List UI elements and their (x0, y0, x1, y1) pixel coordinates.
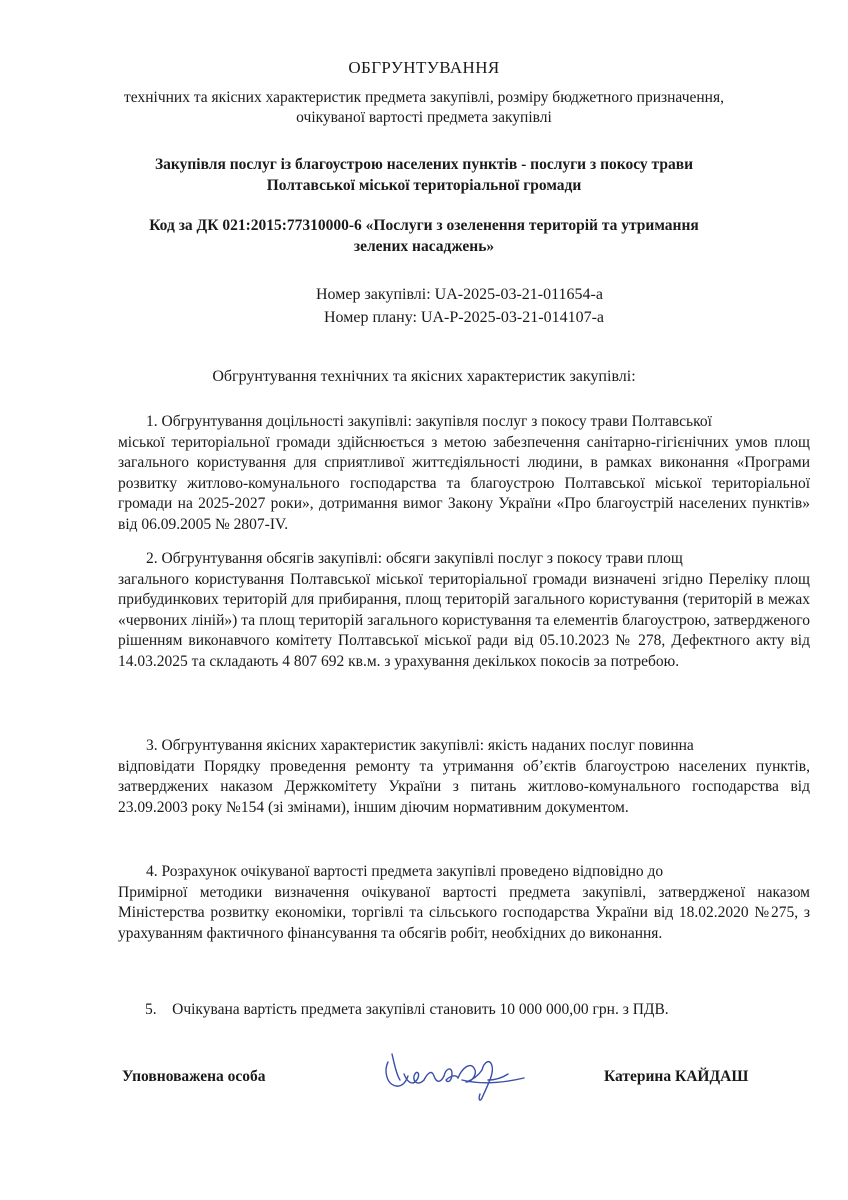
item-3-first-line: 3. Обгрунтування якісних характеристик закупівлі: якість наданих послуг повинна (146, 737, 694, 754)
justification-item-3 (118, 736, 810, 818)
procurement-number: Номер закупівлі: UA-2025-03-21-011654-a (316, 286, 603, 303)
justification-item-5: 5. Очікувана вартість предмета закупівлі становить 10 000 000,00 грн. з ПДВ. (145, 1001, 669, 1018)
dk-code-line-1: Код за ДК 021:2015:77310000-6 «Послуги з озеленення територій та утримання (149, 217, 699, 234)
justification-item-4 (118, 862, 810, 944)
subtitle-line-1: технічних та якісних характеристик предмета закупівлі, розміру бюджетного призначення, (124, 89, 724, 106)
signatory-role: Уповноважена особа (122, 1068, 266, 1085)
item-3-body: відповідати Порядку проведення ремонту та утримання об’єктів благоустрою населених пунктів, затверджених наказом Держкомітету України з питань житлово-комунального господарства від 23.09.2003 року №154 (зі змінами), іншим діючим нормативним документом. (118, 757, 810, 816)
procurement-name-line-1: Закупівля послуг із благоустрою населених пунктів - послуги з покосу трави (154, 156, 694, 173)
item-1-first-line: 1. Обгрунтування доцільності закупівлі: закупівля послуг з покосу трави Полтавської (146, 413, 712, 430)
procurement-name-line-2: Полтавської міської територіальної громади (266, 177, 582, 194)
document-subtitle (0, 88, 848, 128)
subtitle-line-2: очікуваної вартості предмета закупівлі (296, 109, 552, 126)
handwritten-signature (378, 1040, 528, 1110)
dk-code-line-2: зелених насаджень» (353, 238, 495, 255)
item-2-first-line: 2. Обгрунтування обсягів закупівлі: обсяги закупівлі послуг з покосу трави площ (146, 550, 683, 567)
document-title: ОБГРУНТУВАННЯ (348, 58, 500, 77)
item-1-body: міської територіальної громади здійснюється з метою забезпечення санітарно-гігієнічних умов площ загального користування для сприятливої життєдіяльності людини, в рамках виконання «Програми розвитку житлово-комунального господарства та благоустрою Полтавської міської територіальної громади на 2025-2027 роки», дотримання вимог Закону України «Про благоустрій населених пунктів» від 06.09.2005 № 2807-IV. (118, 433, 810, 533)
dk-code (0, 215, 848, 257)
justification-item-2 (118, 549, 810, 672)
section-heading: Обгрунтування технічних та якісних характеристик закупівлі: (212, 368, 636, 385)
procurement-name (0, 154, 848, 196)
item-4-body: Примірної методики визначення очікуваної вартості предмета закупівлі, затвердженої наказом Міністерства розвитку економіки, торгівлі та сільського господарства України від 18.02.2020 №275, з урахуванням фактичного фінансування та обсягів робіт, необхідних до виконання. (118, 883, 810, 942)
item-4-first-line: 4. Розрахунок очікуваної вартості предмета закупівлі проведено відповідно до (146, 863, 664, 880)
item-2-body: загального користування Полтавської міської територіальної громади визначені згідно Переліку площ прибудинкових територій для прибирання, площ територій загального користування (територій в межах «червоних ліній») та площ територій загального користування та елементів благоустрою, затвердженого рішенням виконавчого комітету Полтавської міської ради від 05.10.2023 № 278, Дефектного акту від 14.03.2025 та складають 4 807 692 кв.м. з урахування декількох покосів за потребою. (118, 570, 810, 670)
justification-item-1 (118, 412, 810, 535)
plan-number: Номер плану: UA-P-2025-03-21-014107-a (324, 309, 604, 326)
signatory-name: Катерина КАЙДАШ (604, 1068, 749, 1085)
